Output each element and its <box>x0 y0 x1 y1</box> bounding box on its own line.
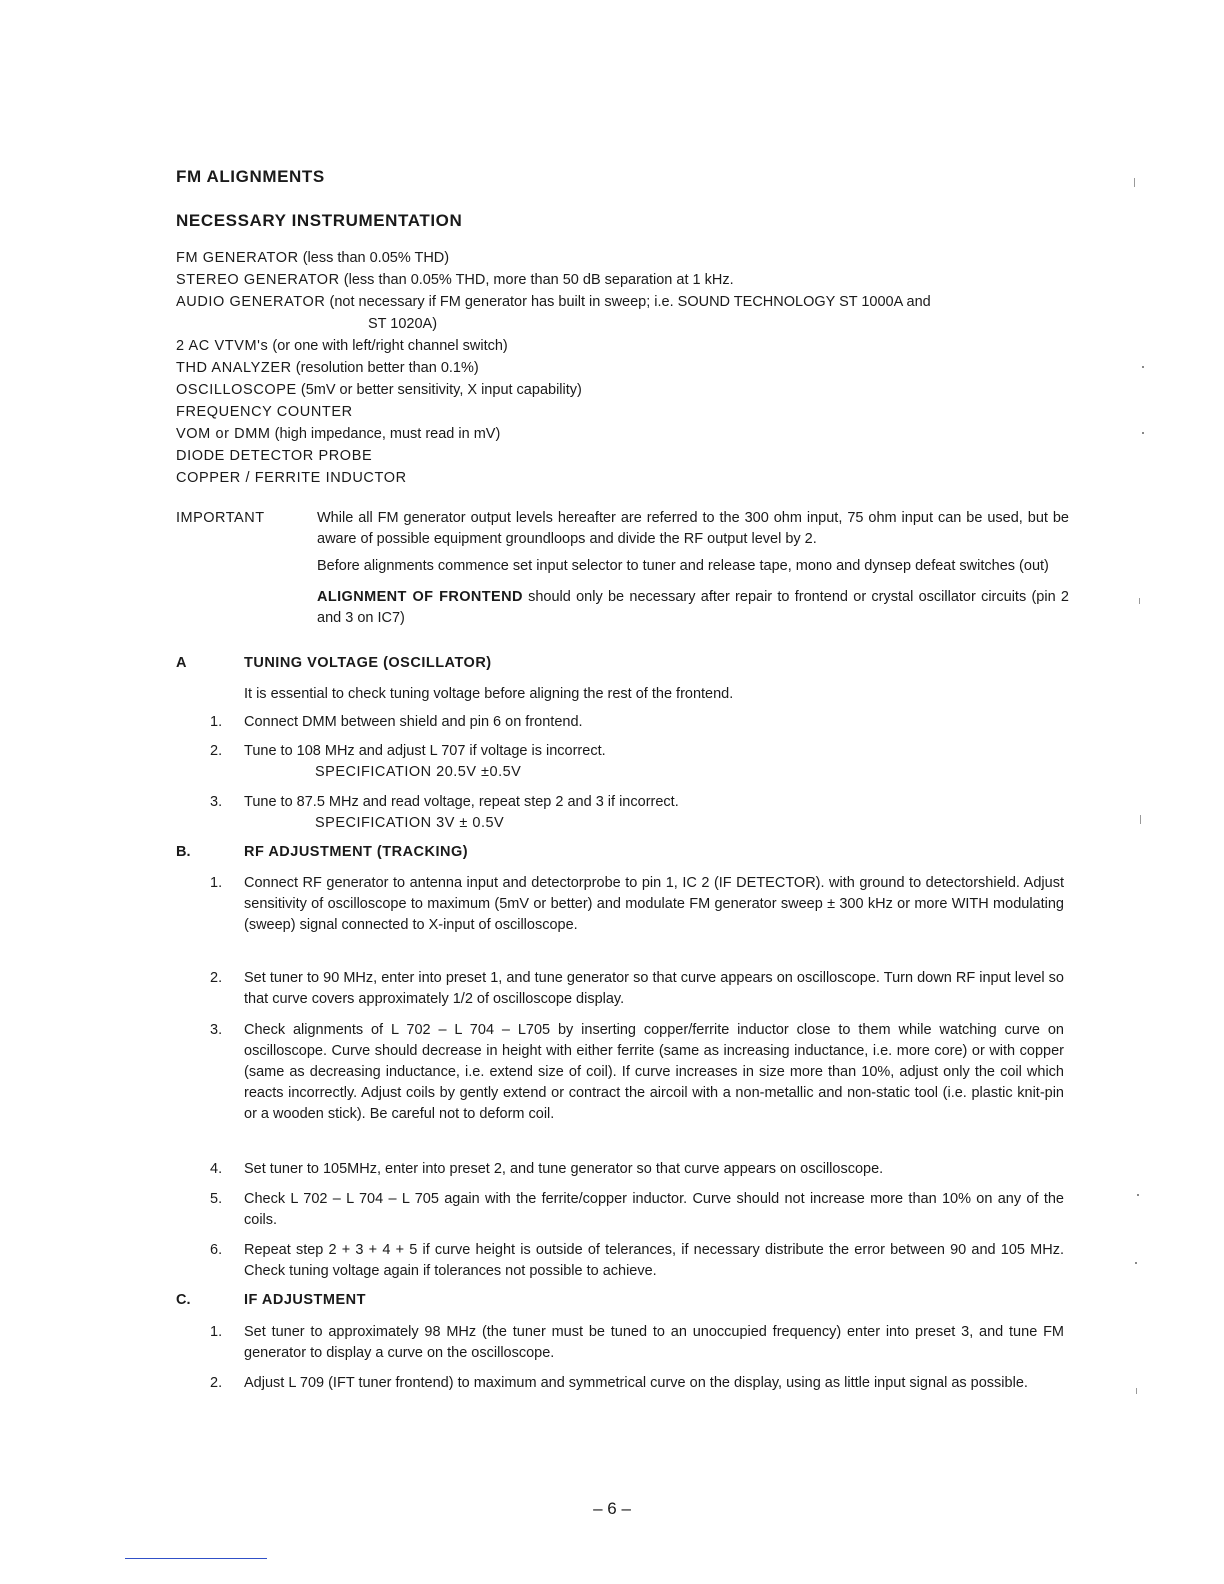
list-item <box>176 468 1096 490</box>
step-number: 4. <box>210 1161 223 1177</box>
step-number: 2. <box>210 970 223 986</box>
specification: SPECIFICATION 20.5V ±0.5V <box>315 764 522 780</box>
step-text: Connect RF generator to antenna input and detectorprobe to pin 1, IC 2 (IF DETECTOR). with ground to detectorshield. Adjust sensitivity of oscilloscope to maximum (5mV or better) and modulate FM generator sweep ± 300 kHz or more WITH modulating (sweep) signal connected to X-input of oscilloscope. <box>244 875 1064 933</box>
list-item <box>176 358 1096 380</box>
section-title: RF ADJUSTMENT (TRACKING) <box>244 844 469 860</box>
list-item <box>176 270 1096 292</box>
instrument-name: VOM or DMM <box>176 426 271 442</box>
instrument-desc: (high impedance, must read in mV) <box>274 426 501 442</box>
instrument-name: STEREO GENERATOR <box>176 272 340 288</box>
scan-mark <box>1139 598 1140 604</box>
list-item <box>176 424 1096 446</box>
section-letter: A <box>176 655 187 671</box>
step-number: 1. <box>210 875 223 891</box>
instrument-desc-continued: ST 1020A) <box>368 316 438 332</box>
instrument-desc: (or one with left/right channel switch) <box>272 338 508 354</box>
important-paragraph: While all FM generator output levels hereafter are referred to the 300 ohm input, 75 ohm input can be used, but be aware of possible equipment groundloops and divide the RF output level by 2. <box>317 510 1069 547</box>
scan-mark <box>1136 1388 1137 1394</box>
step-body <box>244 741 1064 783</box>
instrument-name: AUDIO GENERATOR <box>176 294 326 310</box>
step-number: 6. <box>210 1242 223 1258</box>
instrumentation-heading: NECESSARY INSTRUMENTATION <box>176 211 463 230</box>
list-item <box>176 402 1096 424</box>
list-item <box>176 380 1096 402</box>
instrument-name: 2 AC VTVM's <box>176 338 269 354</box>
step-number: 3. <box>210 794 223 810</box>
instrument-desc: (5mV or better sensitivity, X input capability) <box>300 382 582 398</box>
scan-mark <box>1137 1194 1139 1196</box>
scan-mark <box>1135 1262 1137 1264</box>
step-text: Check alignments of L 702 – L 704 – L705 by inserting copper/ferrite inductor close to them while watching curve on oscilloscope. Curve should decrease in height with either ferrite (same as increasing inductance, i.e. more core) or with copper (same as decreasing inductance, i.e. extend size of coil). If curve increases in size more than 10%, adjust only the coil which reacts incorrectly. Adjust coils by gently extend or contract the aircoil with a non-metallic and non-static tool (i.e. plastic knit-pin or a wooden stick). Be careful not to deform coil. <box>244 1022 1064 1122</box>
step-text: Tune to 108 MHz and adjust L 707 if voltage is incorrect. <box>244 743 606 759</box>
step-text: Connect DMM between shield and pin 6 on frontend. <box>244 714 583 730</box>
instrument-name: THD ANALYZER <box>176 360 292 376</box>
step-number: 2. <box>210 1375 223 1391</box>
step-text: Set tuner to 105MHz, enter into preset 2, and tune generator so that curve appears on oscilloscope. <box>244 1161 884 1177</box>
step-number: 5. <box>210 1191 223 1207</box>
instrument-name: FM GENERATOR <box>176 250 299 266</box>
list-item <box>176 248 1096 270</box>
page-number: – 6 – <box>593 1499 631 1518</box>
instrument-desc: (not necessary if FM generator has built in sweep; i.e. SOUND TECHNOLOGY ST 1000A and <box>329 294 931 310</box>
footer-divider <box>125 1558 267 1559</box>
step-text: Tune to 87.5 MHz and read voltage, repeat step 2 and 3 if incorrect. <box>244 794 679 810</box>
section-letter: C. <box>176 1292 191 1308</box>
instrument-name: DIODE DETECTOR PROBE <box>176 448 373 464</box>
step-number: 2. <box>210 743 223 759</box>
step-text: Set tuner to approximately 98 MHz (the tuner must be tuned to an unoccupied frequency) enter into preset 3, and tune FM generator to display a curve on the oscilloscope. <box>244 1324 1064 1361</box>
scan-mark <box>1142 366 1144 368</box>
section-letter: B. <box>176 844 191 860</box>
frontend-note-heading: ALIGNMENT OF FRONTEND <box>317 589 523 605</box>
step-number: 3. <box>210 1022 223 1038</box>
instrument-desc: (resolution better than 0.1%) <box>295 360 479 376</box>
step-text: Check L 702 – L 704 – L 705 again with the ferrite/copper inductor. Curve should not increase more than 10% on any of the coils. <box>244 1191 1064 1228</box>
important-label: IMPORTANT <box>176 510 265 526</box>
step-number: 1. <box>210 714 223 730</box>
frontend-note-text: should only be necessary after repair to frontend or crystal oscillator circuits (pin 2 and 3 on IC7) <box>317 589 1069 626</box>
list-item <box>176 336 1096 358</box>
instrument-desc: (less than 0.05% THD) <box>302 250 450 266</box>
scan-mark <box>1140 815 1141 824</box>
scan-mark <box>1142 432 1144 434</box>
instrument-desc: (less than 0.05% THD, more than 50 dB separation at 1 kHz. <box>343 272 734 288</box>
frontend-note <box>317 587 1069 629</box>
instrumentation-list <box>176 248 1096 490</box>
section-title: IF ADJUSTMENT <box>244 1292 366 1308</box>
step-text: Repeat step 2 + 3 + 4 + 5 if curve height is outside of telerances, if necessary distribute the error between 90 and 105 MHz. Check tuning voltage again if tolerances not possible to achieve. <box>244 1242 1064 1279</box>
list-item <box>176 446 1096 468</box>
scan-mark <box>1134 178 1135 187</box>
step-number: 1. <box>210 1324 223 1340</box>
step-text: Adjust L 709 (IFT tuner frontend) to maximum and symmetrical curve on the display, using as little input signal as possible. <box>244 1375 1028 1391</box>
specification: SPECIFICATION 3V ± 0.5V <box>315 815 505 831</box>
instrument-name: COPPER / FERRITE INDUCTOR <box>176 470 407 486</box>
important-body <box>317 508 1069 635</box>
instrument-name: OSCILLOSCOPE <box>176 382 297 398</box>
page-title: FM ALIGNMENTS <box>176 167 325 186</box>
section-title: TUNING VOLTAGE (OSCILLATOR) <box>244 655 492 671</box>
list-item <box>176 292 1096 314</box>
instrument-name: FREQUENCY COUNTER <box>176 404 353 420</box>
step-body <box>244 792 1064 834</box>
section-intro: It is essential to check tuning voltage before aligning the rest of the frontend. <box>244 686 734 702</box>
important-paragraph: Before alignments commence set input selector to tuner and release tape, mono and dynsep defeat switches (out) <box>317 558 1049 574</box>
step-text: Set tuner to 90 MHz, enter into preset 1, and tune generator so that curve appears on oscilloscope. Turn down RF input level so that curve covers approximately 1/2 of oscilloscope display. <box>244 970 1064 1007</box>
